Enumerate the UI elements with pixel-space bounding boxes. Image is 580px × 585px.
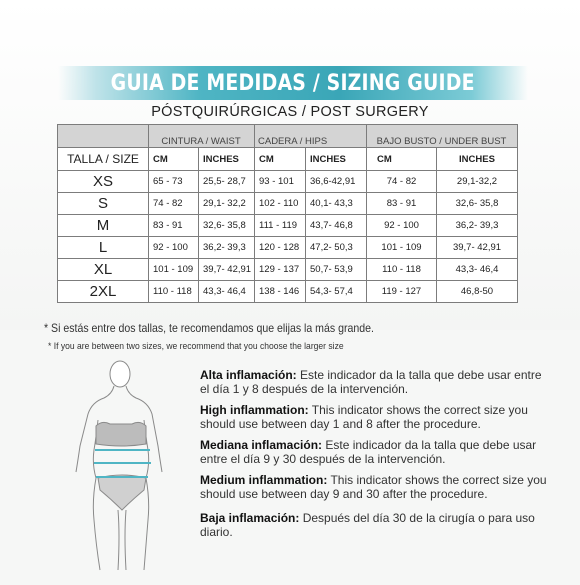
page-title: GUIA DE MEDIDAS / SIZING GUIDE (110, 70, 476, 96)
table-cell: 43,7- 46,8 (306, 215, 367, 237)
bust-cm-header: CM (367, 148, 437, 171)
table-cell: 39,7- 42,91 (199, 259, 255, 281)
size-label: L (58, 237, 149, 259)
waist-inches-header: INCHES (199, 148, 255, 171)
table-row (58, 171, 518, 193)
legend-item: Mediana inflamación: Este indicador da la talla que debe usar entre el día 9 y 30 después de la intervención. (200, 438, 537, 466)
hips-inches-header: INCHES (306, 148, 367, 171)
table-cell: 110 - 118 (149, 281, 199, 303)
table-cell: 43,3- 46,4 (437, 259, 518, 281)
group-under-bust: BAJO BUSTO / UNDER BUST (367, 135, 518, 148)
table-cell: 32,6- 35,8 (199, 215, 255, 237)
table-cell: 101 - 109 (149, 259, 199, 281)
table-cell: 120 - 128 (255, 237, 306, 259)
body-figure-icon (52, 360, 202, 580)
table-cell: 129 - 137 (255, 259, 306, 281)
legend-item: Alta inflamación: Este indicador da la talla que debe usar entre el día 1 y 8 después de la intervención. (200, 368, 542, 396)
table-cell: 101 - 109 (367, 237, 437, 259)
size-column-header: TALLA / SIZE (58, 148, 149, 171)
table-cell: 29,1-32,2 (437, 171, 518, 193)
table-cell: 43,3- 46,4 (199, 281, 255, 303)
size-notes (44, 321, 564, 352)
waist-cm-header: CM (149, 148, 199, 171)
table-cell: 102 - 110 (255, 193, 306, 215)
group-hips: CADERA / HIPS (255, 135, 367, 148)
table-cell: 92 - 100 (149, 237, 199, 259)
table-cell: 83 - 91 (149, 215, 199, 237)
table-cell: 74 - 82 (149, 193, 199, 215)
hips-cm-header: CM (255, 148, 306, 171)
size-label: M (58, 215, 149, 237)
table-body (58, 171, 518, 303)
table-row (58, 237, 518, 259)
table-row (58, 259, 518, 281)
table-cell: 110 - 118 (367, 259, 437, 281)
table-cell: 65 - 73 (149, 171, 199, 193)
table-cell: 50,7- 53,9 (306, 259, 367, 281)
size-label: S (58, 193, 149, 215)
table-cell: 74 - 82 (367, 171, 437, 193)
note-english: * If you are between two sizes, we recommend that you choose the larger size (48, 341, 344, 352)
table-cell: 92 - 100 (367, 215, 437, 237)
table-row (58, 215, 518, 237)
table-row (58, 281, 518, 303)
table-cell: 25,5- 28,7 (199, 171, 255, 193)
sizing-table (57, 124, 518, 303)
size-label: XL (58, 259, 149, 281)
table-cell: 46,8-50 (437, 281, 518, 303)
legend-item: Baja inflamación: Después del día 30 de la cirugía o para uso diario. (200, 511, 535, 539)
table-cell: 29,1- 32,2 (199, 193, 255, 215)
table-cell: 36,2- 39,3 (199, 237, 255, 259)
table-unit-header (58, 148, 518, 171)
legend-item: High inflammation: This indicator shows the correct size you should use between day 1 and 8 after the procedure. (200, 403, 528, 431)
table-cell: 36,2- 39,3 (437, 215, 518, 237)
table-cell: 138 - 146 (255, 281, 306, 303)
table-cell: 47,2- 50,3 (306, 237, 367, 259)
table-row (58, 193, 518, 215)
size-label: 2XL (58, 281, 149, 303)
table-cell: 32,6- 35,8 (437, 193, 518, 215)
page-subtitle: PÓSTQUIRÚRGICAS / POST SURGERY (151, 104, 429, 120)
table-cell: 83 - 91 (367, 193, 437, 215)
title-banner (58, 66, 528, 100)
table-cell: 93 - 101 (255, 171, 306, 193)
note-spanish: * Si estás entre dos tallas, te recomendamos que elijas la más grande. (44, 321, 374, 335)
table-group-header (58, 135, 518, 148)
legend-item: Medium inflammation: This indicator shows the correct size you should use between day 9 and 30 after the procedure. (200, 473, 547, 501)
table-cell: 36,6-42,91 (306, 171, 367, 193)
size-label: XS (58, 171, 149, 193)
table-cell: 40,1- 43,3 (306, 193, 367, 215)
bust-inches-header: INCHES (437, 148, 518, 171)
inflammation-legend (200, 368, 550, 546)
group-waist: CINTURA / WAIST (149, 135, 255, 148)
table-cell: 54,3- 57,4 (306, 281, 367, 303)
table-cell: 119 - 127 (367, 281, 437, 303)
table-cell: 111 - 119 (255, 215, 306, 237)
table-cell: 39,7- 42,91 (437, 237, 518, 259)
table-header-band (58, 125, 518, 136)
